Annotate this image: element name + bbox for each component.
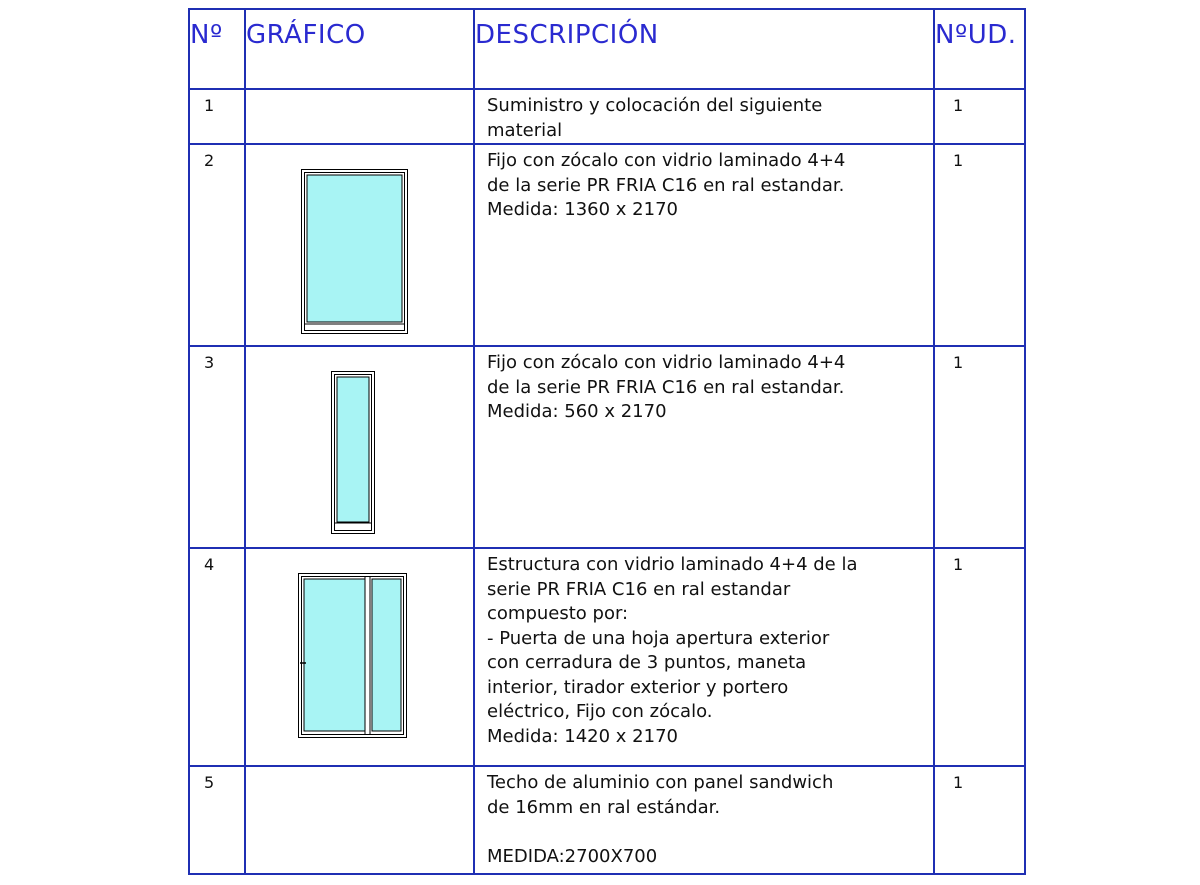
row-unidades: 1 xyxy=(934,144,1025,346)
row-num: 1 xyxy=(189,89,245,144)
table-row xyxy=(189,346,1025,548)
budget-table xyxy=(188,8,1026,875)
row-grafico-empty xyxy=(245,766,474,874)
row-num: 5 xyxy=(189,766,245,874)
table-row xyxy=(189,766,1025,874)
row-num: 3 xyxy=(189,346,245,548)
row-grafico xyxy=(245,346,474,548)
header-num: Nº xyxy=(189,9,245,89)
row-num: 2 xyxy=(189,144,245,346)
row-unidades: 1 xyxy=(934,766,1025,874)
table-row xyxy=(189,144,1025,346)
row-descripcion: Techo de aluminio con panel sandwich de 16mm en ral estándar. MEDIDA:2700X700 xyxy=(474,766,934,874)
header-descripcion: DESCRIPCIÓN xyxy=(474,9,934,89)
row-grafico xyxy=(245,548,474,766)
row-num: 4 xyxy=(189,548,245,766)
fixed-window-wide-drawing xyxy=(301,169,409,335)
table-row xyxy=(189,548,1025,766)
header-row xyxy=(189,9,1025,89)
row-descripcion: Suministro y colocación del siguiente material xyxy=(474,89,934,144)
row-grafico-empty xyxy=(245,89,474,144)
row-unidades: 1 xyxy=(934,346,1025,548)
header-grafico: GRÁFICO xyxy=(245,9,474,89)
fixed-window-narrow-drawing xyxy=(331,371,377,535)
header-unidades: NºUD. xyxy=(934,9,1025,89)
row-grafico xyxy=(245,144,474,346)
row-descripcion: Estructura con vidrio laminado 4+4 de la serie PR FRIA C16 en ral estandar compuesto por: - Puerta de una hoja apertura exterior con cerradura de 3 puntos, maneta interior, tirador exterior y portero eléctrico, Fijo con zócalo. Medida: 1420 x 2170 xyxy=(474,548,934,766)
row-descripcion: Fijo con zócalo con vidrio laminado 4+4 de la serie PR FRIA C16 en ral estandar. Medida: 1360 x 2170 xyxy=(474,144,934,346)
row-unidades: 1 xyxy=(934,548,1025,766)
row-descripcion: Fijo con zócalo con vidrio laminado 4+4 de la serie PR FRIA C16 en ral estandar. Medida: 560 x 2170 xyxy=(474,346,934,548)
table-row xyxy=(189,89,1025,144)
door-with-fixed-panel-drawing xyxy=(298,573,410,739)
row-unidades: 1 xyxy=(934,89,1025,144)
